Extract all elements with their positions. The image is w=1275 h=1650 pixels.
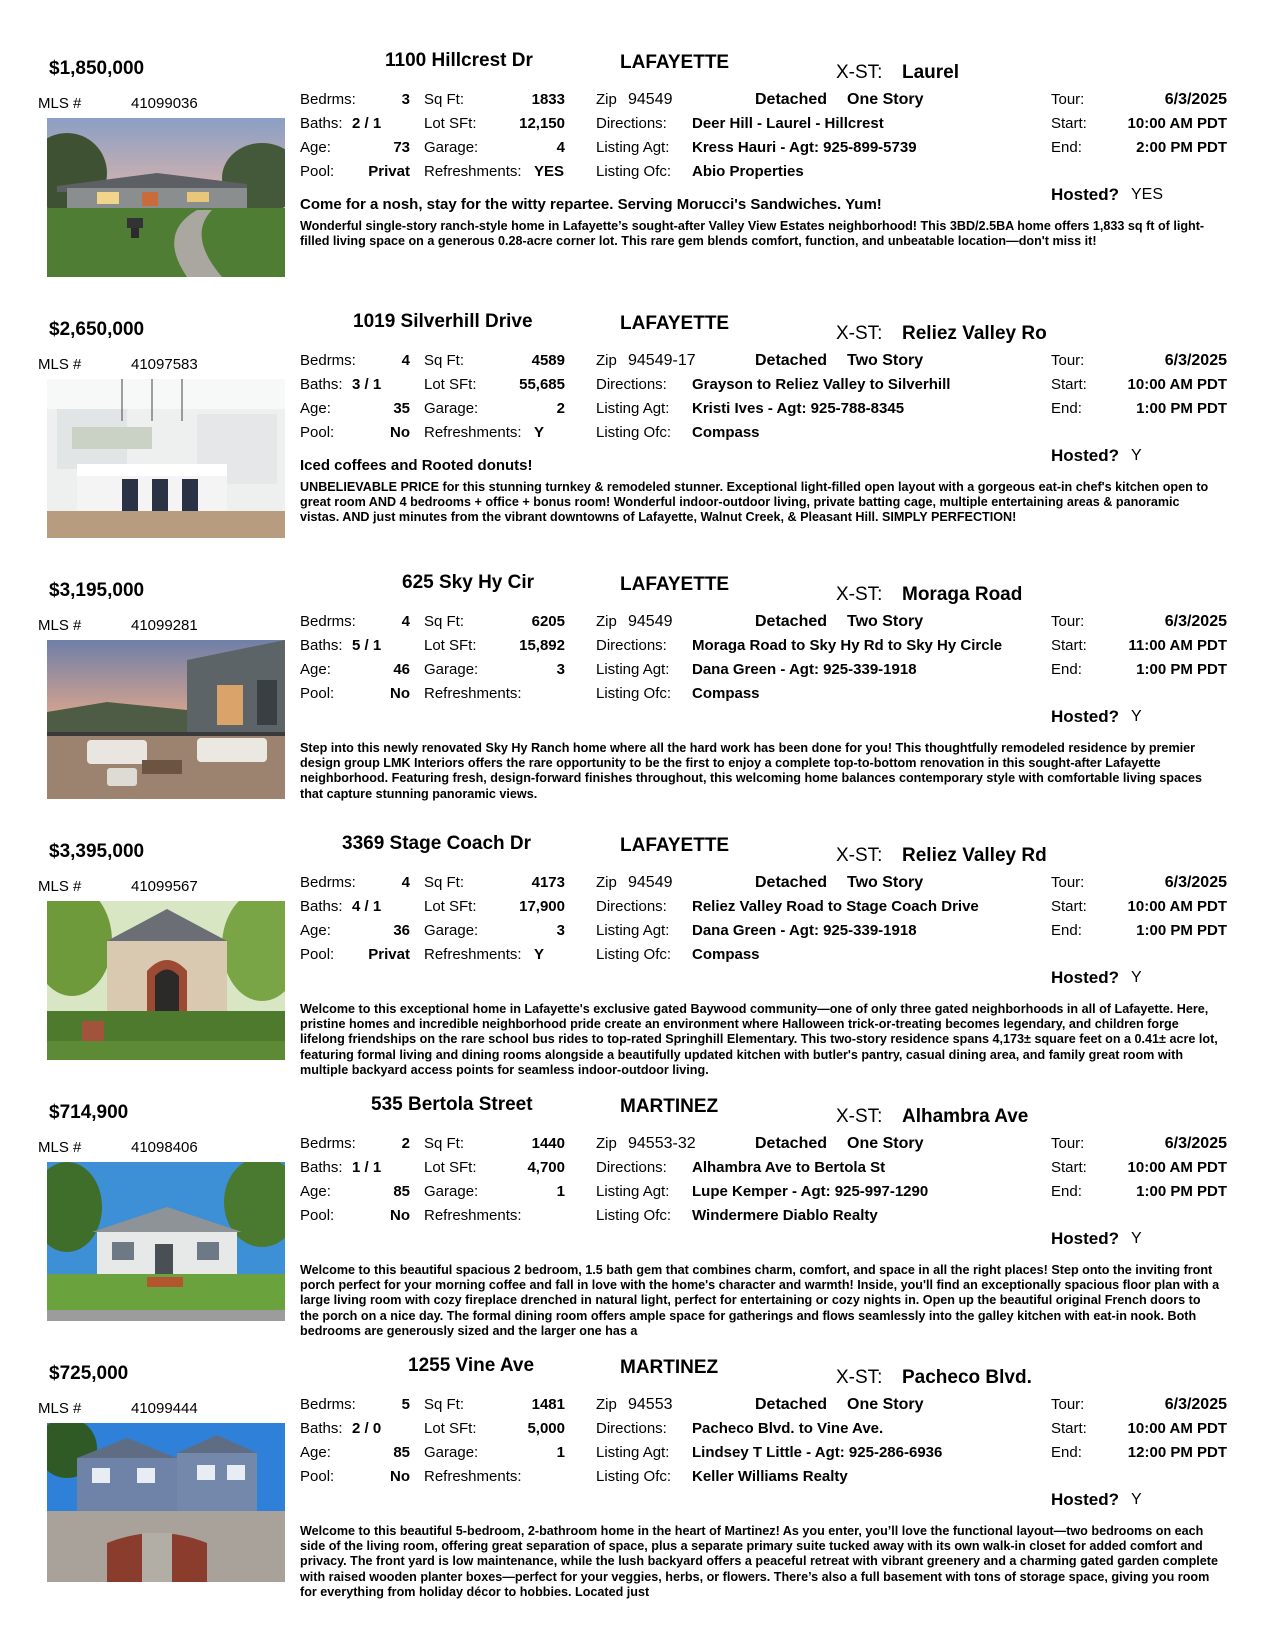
bedrooms-label: Bedrms: [300,1396,356,1413]
age-value: 85 [393,1444,410,1461]
property-style: One Story [847,1135,924,1152]
brick-entry-photo [47,901,285,1060]
property-type: Detached [755,613,828,630]
mls-label: MLS # [38,878,82,895]
pool-value: No [390,685,410,702]
directions-label: Directions: [596,376,667,393]
hosted-value: Y [1131,447,1142,464]
listing-agent-value: Kress Hauri - Agt: 925-899-5739 [692,139,917,156]
lot-label: Lot SFt: [424,1159,477,1176]
garage-value: 2 [556,400,565,417]
lot-value: 15,892 [519,637,565,654]
sqft-label: Sq Ft: [424,874,465,891]
lot-label: Lot SFt: [424,115,477,132]
sqft-label: Sq Ft: [424,352,465,369]
baths-value: 2 / 1 [352,115,382,132]
listing-description: Welcome to this beautiful 5-bedroom, 2-bathroom home in the heart of Martinez! As you enter, you’ll love the functional layout—two bedrooms on each side of the living room, offering great separation of space, plus a separate primary suite tucked away with its own walk-in closet for added comfort and privacy. The front yard is low maintenance, while the lush backyard offers a peaceful retreat with vibrant greenery and a charming gated garden complete with raised wooden planter boxes—perfect for your veggies, herbs, or flowers. There’s also a full basement with tons of storage space, giving you room for everything from holiday décor to hobbies. Located just [300,1524,1218,1599]
directions-label: Directions: [596,637,667,654]
sqft-value: 1833 [531,91,565,108]
zip-value: 94549 [628,874,673,891]
end-label: End: [1051,139,1082,156]
zip-value: 94549-17 [628,352,696,369]
tour-note: Iced coffees and Rooted donuts! [300,457,533,474]
garage-label: Garage: [424,400,479,417]
hosted-value: Y [1131,969,1142,986]
listing-agent-label: Listing Agt: [596,922,670,939]
refreshments-label: Refreshments: [424,163,522,180]
refreshments-label: Refreshments: [424,946,522,963]
end-label: End: [1051,400,1082,417]
end-time: 1:00 PM PDT [1136,922,1227,939]
zip-value: 94549 [628,91,673,108]
sqft-value: 4589 [531,352,565,369]
zip-label: Zip [596,1396,617,1413]
sqft-label: Sq Ft: [424,91,465,108]
hosted-label: Hosted? [1051,707,1119,726]
pool-value: Privat [368,163,410,180]
refreshments-value: Y [534,946,545,963]
age-value: 46 [393,661,410,678]
mls-label: MLS # [38,356,82,373]
garage-label: Garage: [424,922,479,939]
listing-description: UNBELIEVABLE PRICE for this stunning turnkey & remodeled stunner. Exceptional light-filled open layout with a gorgeous eat-in chef's kitchen open to great room AND 4 bedrooms + office + bonus room! Wonderful indoor-outdoor living, private batting cage, multiple entertaining areas & panoramic vistas. AND just minutes from the vibrant downtowns of Lafayette, Walnut Creek, & Pleasant Hill. SIMPLY PERFECTION! [300,480,1209,525]
tour-date: 6/3/2025 [1164,613,1227,630]
listing-city: LAFAYETTE [620,52,730,73]
listing-office-label: Listing Ofc: [596,163,672,180]
zip-label: Zip [596,874,617,891]
listing-card [0,50,1275,310]
deck-photo [47,640,285,799]
tour-label: Tour: [1051,91,1085,108]
listing-city: LAFAYETTE [620,835,730,856]
start-label: Start: [1051,637,1087,654]
lot-label: Lot SFt: [424,898,477,915]
end-time: 1:00 PM PDT [1136,1183,1227,1200]
property-style: Two Story [847,352,924,369]
end-time: 12:00 PM PDT [1127,1444,1227,1461]
pool-label: Pool: [300,1468,335,1485]
age-label: Age: [300,400,331,417]
listing-office-value: Compass [692,946,760,963]
refreshments-label: Refreshments: [424,1207,522,1224]
start-time: 10:00 AM PDT [1127,1420,1227,1437]
zip-label: Zip [596,613,617,630]
age-label: Age: [300,922,331,939]
start-time: 11:00 AM PDT [1128,637,1227,654]
bedrooms-label: Bedrms: [300,352,356,369]
listing-price: $3,395,000 [49,841,145,862]
lot-label: Lot SFt: [424,637,477,654]
tour-label: Tour: [1051,1396,1085,1413]
property-style: One Story [847,1396,924,1413]
listing-card [0,311,1275,571]
lot-label: Lot SFt: [424,1420,477,1437]
listing-office-label: Listing Ofc: [596,1468,672,1485]
mls-number: 41099036 [131,95,198,112]
listing-city: MARTINEZ [620,1096,719,1117]
baths-value: 4 / 1 [352,898,382,915]
cross-street-label: X-ST: [836,62,883,83]
zip-label: Zip [596,352,617,369]
directions-label: Directions: [596,115,667,132]
listing-office-value: Compass [692,424,760,441]
listing-price: $3,195,000 [49,580,145,601]
garage-value: 3 [556,922,565,939]
end-label: End: [1051,922,1082,939]
end-label: End: [1051,1183,1082,1200]
tour-note: Come for a nosh, stay for the witty repartee. Serving Morucci's Sandwiches. Yum! [300,196,882,213]
refreshments-value: Y [534,424,545,441]
age-value: 73 [393,139,410,156]
hosted-label: Hosted? [1051,446,1119,465]
mls-label: MLS # [38,617,82,634]
listing-address: 535 Bertola Street [371,1094,533,1115]
baths-value: 1 / 1 [352,1159,382,1176]
mls-label: MLS # [38,1400,82,1417]
directions-value: Pacheco Blvd. to Vine Ave. [692,1420,884,1437]
sqft-value: 6205 [531,613,565,630]
sqft-label: Sq Ft: [424,1135,465,1152]
garage-value: 3 [556,661,565,678]
listing-agent-value: Dana Green - Agt: 925-339-1918 [692,922,917,939]
garage-value: 4 [556,139,565,156]
pool-value: No [390,424,410,441]
sqft-value: 1440 [531,1135,565,1152]
cross-street-label: X-ST: [836,1367,883,1388]
listing-description: Step into this newly renovated Sky Hy Ranch home where all the hard work has been done for you! This thoughtfully remodeled residence by premier design group LMK Interiors offers the rare opportunity to be the first to enjoy a complete top-to-bottom renovation in this sought-after Lafayette neighborhood. Featuring fresh, design-forward finishes throughout, this welcoming home balances contemporary style with comfortable living spaces that capture stunning panoramic views. [300,741,1202,801]
tour-label: Tour: [1051,874,1085,891]
refreshments-label: Refreshments: [424,1468,522,1485]
cross-street-label: X-ST: [836,323,883,344]
cross-street-value: Reliez Valley Rd [902,845,1047,866]
tour-date: 6/3/2025 [1164,1135,1227,1152]
listing-description: Welcome to this beautiful spacious 2 bedroom, 1.5 bath gem that combines charm, comfort, and space in all the right places! Step onto the inviting front porch perfect for your morning coffee and fall in love with the home's character and warmth! Inside, you'll find an exceptionally spacious floor plan with a large living room with cozy fireplace drenched in natural light, perfect for entertaining or cozy nights in. Open up the beautiful original French doors to the porch on a nice day. The formal dining room offers ample space for gatherings and flows seamlessly into the galley kitchen with eat-in nook. Both bedrooms are generously sized and the larger one has a [300,1263,1220,1338]
lot-label: Lot SFt: [424,376,477,393]
listing-address: 625 Sky Hy Cir [402,572,535,593]
age-label: Age: [300,139,331,156]
hosted-label: Hosted? [1051,185,1119,204]
baths-label: Baths: [300,1159,343,1176]
start-label: Start: [1051,898,1087,915]
bedrooms-value: 5 [401,1396,410,1413]
start-time: 10:00 AM PDT [1127,115,1227,132]
listing-agent-value: Lupe Kemper - Agt: 925-997-1290 [692,1183,929,1200]
property-type: Detached [755,91,828,108]
bedrooms-value: 4 [401,352,410,369]
directions-value: Grayson to Reliez Valley to Silverhill [692,376,951,393]
pool-label: Pool: [300,685,335,702]
zip-label: Zip [596,1135,617,1152]
pool-label: Pool: [300,1207,335,1224]
pool-value: No [390,1468,410,1485]
bedrooms-value: 4 [401,613,410,630]
hosted-value: Y [1131,1230,1142,1247]
end-label: End: [1051,1444,1082,1461]
mls-number: 41099444 [131,1400,198,1417]
hosted-label: Hosted? [1051,1490,1119,1509]
tour-date: 6/3/2025 [1164,874,1227,891]
listing-address: 1100 Hillcrest Dr [385,50,533,71]
baths-label: Baths: [300,898,343,915]
property-type: Detached [755,874,828,891]
mls-number: 41099281 [131,617,198,634]
refreshments-label: Refreshments: [424,685,522,702]
cross-street-label: X-ST: [836,584,883,605]
start-label: Start: [1051,1159,1087,1176]
pool-label: Pool: [300,163,335,180]
listing-agent-label: Listing Agt: [596,139,670,156]
lot-value: 55,685 [519,376,565,393]
age-label: Age: [300,1444,331,1461]
sqft-label: Sq Ft: [424,613,465,630]
cross-street-value: Alhambra Ave [902,1106,1029,1127]
listing-price: $725,000 [49,1363,129,1384]
listing-office-value: Keller Williams Realty [692,1468,848,1485]
property-type: Detached [755,352,828,369]
listing-price: $2,650,000 [49,319,145,340]
mls-number: 41098406 [131,1139,198,1156]
start-label: Start: [1051,1420,1087,1437]
property-type: Detached [755,1396,828,1413]
listing-address: 1255 Vine Ave [408,1355,535,1376]
end-time: 1:00 PM PDT [1136,661,1227,678]
cross-street-label: X-ST: [836,1106,883,1127]
directions-label: Directions: [596,1159,667,1176]
cross-street-value: Pacheco Blvd. [902,1367,1032,1388]
listing-card [0,833,1275,1093]
listing-card [0,1094,1275,1354]
start-time: 10:00 AM PDT [1127,376,1227,393]
property-style: One Story [847,91,924,108]
mls-number: 41099567 [131,878,198,895]
directions-value: Alhambra Ave to Bertola St [692,1159,886,1176]
age-value: 35 [393,400,410,417]
hosted-value: YES [1131,186,1164,203]
bedrooms-label: Bedrms: [300,91,356,108]
age-value: 36 [393,922,410,939]
listing-description: Welcome to this exceptional home in Lafayette's exclusive gated Baywood community—one of only three gated neighborhoods in all of Lafayette. Here, pristine homes and incredible neighborhood pride create an environment where Halloween trick-or-treating becomes legendary, and children forge lifelong friendships on the rare school bus rides to top-rated Springhill Elementary. This two-story residence spans 4,173± square feet on a 0.41± acre lot, featuring formal living and dining rooms alongside a beautifully updated kitchen with butler's pantry, casual dining area, and family great room with multiple backyard access points for seamless indoor-outdoor living. [300,1002,1218,1077]
listing-agent-value: Kristi Ives - Agt: 925-788-8345 [692,400,905,417]
start-time: 10:00 AM PDT [1127,1159,1227,1176]
listing-address: 3369 Stage Coach Dr [342,833,532,854]
baths-label: Baths: [300,376,343,393]
bungalow-photo [47,1162,285,1321]
age-label: Age: [300,1183,331,1200]
listing-city: LAFAYETTE [620,313,730,334]
listing-office-label: Listing Ofc: [596,1207,672,1224]
listing-price: $714,900 [49,1102,129,1123]
bedrooms-label: Bedrms: [300,613,356,630]
sqft-value: 4173 [531,874,565,891]
zip-value: 94553-32 [628,1135,696,1152]
listing-agent-label: Listing Agt: [596,400,670,417]
start-label: Start: [1051,376,1087,393]
baths-label: Baths: [300,115,343,132]
property-style: Two Story [847,874,924,891]
listing-city: MARTINEZ [620,1357,719,1378]
bedrooms-label: Bedrms: [300,1135,356,1152]
pool-label: Pool: [300,946,335,963]
garage-value: 1 [556,1444,565,1461]
listing-office-value: Windermere Diablo Realty [692,1207,878,1224]
lot-value: 12,150 [519,115,565,132]
pool-label: Pool: [300,424,335,441]
sqft-label: Sq Ft: [424,1396,465,1413]
pool-value: Privat [368,946,410,963]
garage-label: Garage: [424,1444,479,1461]
listing-description: Wonderful single-story ranch-style home in Lafayette’s sought-after Valley View Estates neighborhood! This 3BD/2.5BA home offers 1,833 sq ft of light-filled living space on a generous 0.28-acre corner lot. This rare gem blends comfort, function, and unbeatable location—don't miss it! [300,219,1205,249]
hosted-value: Y [1131,708,1142,725]
tour-date: 6/3/2025 [1164,352,1227,369]
pool-value: No [390,1207,410,1224]
tour-date: 6/3/2025 [1164,91,1227,108]
hosted-value: Y [1131,1491,1142,1508]
baths-value: 5 / 1 [352,637,382,654]
kitchen-photo [47,379,285,538]
listing-agent-label: Listing Agt: [596,661,670,678]
baths-value: 3 / 1 [352,376,382,393]
bedrooms-value: 3 [401,91,410,108]
property-style: Two Story [847,613,924,630]
listing-agent-label: Listing Agt: [596,1444,670,1461]
end-time: 1:00 PM PDT [1136,400,1227,417]
listing-address: 1019 Silverhill Drive [353,311,533,332]
garage-label: Garage: [424,139,479,156]
mls-label: MLS # [38,95,82,112]
zip-label: Zip [596,91,617,108]
listing-price: $1,850,000 [49,58,145,79]
lot-value: 5,000 [527,1420,565,1437]
baths-label: Baths: [300,637,343,654]
bedrooms-value: 4 [401,874,410,891]
end-time: 2:00 PM PDT [1136,139,1227,156]
zip-value: 94549 [628,613,673,630]
lot-value: 17,900 [519,898,565,915]
listing-card [0,572,1275,832]
listing-office-value: Compass [692,685,760,702]
listing-office-value: Abio Properties [692,163,804,180]
cross-street-value: Moraga Road [902,584,1023,605]
listing-city: LAFAYETTE [620,574,730,595]
tour-label: Tour: [1051,1135,1085,1152]
ranch-house-photo [47,118,285,277]
baths-value: 2 / 0 [352,1420,382,1437]
zip-value: 94553 [628,1396,673,1413]
listing-agent-value: Lindsey T Little - Agt: 925-286-6936 [692,1444,943,1461]
directions-label: Directions: [596,1420,667,1437]
mls-number: 41097583 [131,356,198,373]
end-label: End: [1051,661,1082,678]
bedrooms-value: 2 [401,1135,410,1152]
listing-office-label: Listing Ofc: [596,685,672,702]
hosted-label: Hosted? [1051,968,1119,987]
directions-value: Moraga Road to Sky Hy Rd to Sky Hy Circle [692,637,1003,654]
start-time: 10:00 AM PDT [1127,898,1227,915]
cross-street-label: X-ST: [836,845,883,866]
blue-house-photo [47,1423,285,1582]
listing-card [0,1355,1275,1615]
directions-label: Directions: [596,898,667,915]
cross-street-value: Reliez Valley Ro [902,323,1047,344]
refreshments-value: YES [534,163,565,180]
age-label: Age: [300,661,331,678]
listing-agent-value: Dana Green - Agt: 925-339-1918 [692,661,917,678]
lot-value: 4,700 [527,1159,565,1176]
property-type: Detached [755,1135,828,1152]
bedrooms-label: Bedrms: [300,874,356,891]
age-value: 85 [393,1183,410,1200]
tour-label: Tour: [1051,613,1085,630]
directions-value: Reliez Valley Road to Stage Coach Drive [692,898,979,915]
sqft-value: 1481 [531,1396,565,1413]
tour-label: Tour: [1051,352,1085,369]
listing-office-label: Listing Ofc: [596,946,672,963]
refreshments-label: Refreshments: [424,424,522,441]
hosted-label: Hosted? [1051,1229,1119,1248]
directions-value: Deer Hill - Laurel - Hillcrest [692,115,884,132]
start-label: Start: [1051,115,1087,132]
listing-agent-label: Listing Agt: [596,1183,670,1200]
garage-label: Garage: [424,661,479,678]
garage-label: Garage: [424,1183,479,1200]
baths-label: Baths: [300,1420,343,1437]
listing-office-label: Listing Ofc: [596,424,672,441]
garage-value: 1 [556,1183,565,1200]
mls-label: MLS # [38,1139,82,1156]
tour-date: 6/3/2025 [1164,1396,1227,1413]
cross-street-value: Laurel [902,62,960,83]
